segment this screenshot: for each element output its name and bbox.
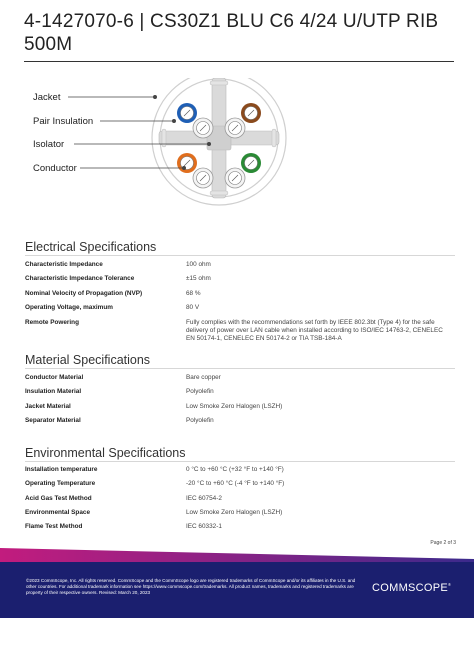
label-pair-insulation: Pair Insulation <box>33 116 94 127</box>
spec-value: Low Smoke Zero Halogen (LSZH) <box>186 509 283 516</box>
spec-label: Separator Material <box>25 417 81 424</box>
section-divider <box>25 255 455 256</box>
spec-value: Bare copper <box>186 374 221 381</box>
spec-label: Insulation Material <box>25 388 82 395</box>
spec-label: Installation temperature <box>25 466 98 473</box>
spec-label: Acid Gas Test Method <box>25 495 92 502</box>
spec-label: Remote Powering <box>25 319 79 326</box>
logo-registered-mark: ® <box>448 582 452 587</box>
spec-value: 80 V <box>186 304 200 311</box>
section-title-material: Material Specifications <box>25 353 151 367</box>
section-title-environmental: Environmental Specifications <box>25 446 186 460</box>
spec-label: Jacket Material <box>25 403 71 410</box>
label-jacket: Jacket <box>33 92 61 103</box>
spec-value: 0 °C to +60 °C (+32 °F to +140 °F) <box>186 466 284 473</box>
spec-value: Polyolefin <box>186 388 214 395</box>
spec-value: Polyolefin <box>186 417 214 424</box>
footer-legal-text: ©2023 CommScope, Inc. All rights reserved. CommScope and the CommScope logo are registered trademarks of CommScope and/or its affiliates in the U.S. and other countries. For additional trademark information see https://www.commscope.com/trademarks. All product names, trademarks and registered trademarks are property of their respective owners. Revised: March 20, 2023 <box>26 578 356 595</box>
commscope-logo <box>372 582 451 594</box>
label-isolator: Isolator <box>33 139 65 150</box>
label-conductor: Conductor <box>33 163 77 174</box>
title-divider <box>24 61 454 62</box>
page-number: Page 2 of 3 <box>430 540 456 546</box>
spec-label: Conductor Material <box>25 374 84 381</box>
spec-label: Characteristic Impedance <box>25 261 103 268</box>
spec-value: -20 °C to +60 °C (-4 °F to +140 °F) <box>186 480 285 487</box>
spec-label: Operating Temperature <box>25 480 96 487</box>
spec-value: ±15 ohm <box>186 275 211 282</box>
section-divider <box>25 461 455 462</box>
section-divider <box>25 368 455 369</box>
cable-cross-section-diagram <box>24 78 324 228</box>
spec-value: 100 ohm <box>186 261 211 268</box>
spec-label: Environmental Space <box>25 509 90 516</box>
spec-value: Low Smoke Zero Halogen (LSZH) <box>186 403 283 410</box>
spec-value: Fully complies with the recommendations set forth by IEEE 802.3bt (Type 4) for the safe delivery of power over LAN cable when installed according to ISO/IEC 14763-2, CENELEC EN 50174-1, CENELEC EN 50174-2 or TIA TSB-184-A <box>186 319 443 342</box>
logo-text: COMMSCOPE <box>372 582 449 594</box>
spec-label: Nominal Velocity of Propagation (NVP) <box>25 290 143 297</box>
spec-value: IEC 60332-1 <box>186 523 222 530</box>
spec-value: IEC 60754-2 <box>186 495 222 502</box>
spec-value: 68 % <box>186 290 201 297</box>
spec-label: Characteristic Impedance Tolerance <box>25 275 135 282</box>
page-title: 4-1427070-6 | CS30Z1 BLU C6 4/24 U/UTP RIB 500M <box>24 11 439 55</box>
section-title-electrical: Electrical Specifications <box>25 240 157 254</box>
page-footer <box>0 562 474 618</box>
spec-label: Flame Test Method <box>25 523 83 530</box>
spec-label: Operating Voltage, maximum <box>25 304 113 311</box>
